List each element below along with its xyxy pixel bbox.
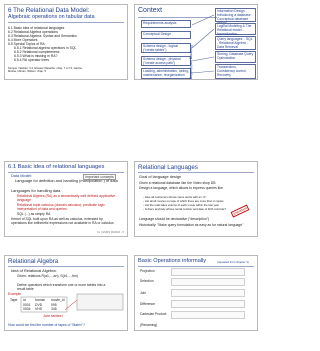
operation-label: Cartesian Product [140,312,167,316]
slide-2-context [134,4,258,80]
table-frame [5,256,129,332]
table-header: format [35,298,45,302]
toc-subitem: 6.5.2 Relational completeness [14,50,60,54]
slide-title: Relational Languages [138,164,198,171]
context-arrows [135,5,259,81]
slide-footer: fm | HS/RS 06/2004 - 5 [97,231,124,234]
slide-references: Kemper / Eickler: 3.4, Elmasri /Navathe: chap. 7.4-7.6, Garcia-Molina, Ullman, Widom: chap. 5 [8,67,83,74]
topic-box: Storing, Database Query Optimization [215,51,256,63]
query-example: - List the total sales volume of each movie within the last year [143,203,220,207]
question: How could we find the number of tapes of "Matrix"? [8,323,85,327]
title-note: (repeated from chapter 3) [217,260,249,264]
slide-1-overview [4,4,128,80]
operation-diagram [171,289,245,297]
table-cell: 095 [51,303,57,307]
bullet: Idea of Relational Algebra: [11,268,57,273]
important-tag: Important concepts [85,175,114,179]
bullet: Languages for handling data [11,188,61,193]
slide-6-basic-operations [134,255,258,331]
phase-box-requirements: Requirements analysis [141,20,191,28]
operation-diagram [171,278,245,286]
phase-box-logical: Schema design - logical ("create tables") [141,43,191,53]
slide-3-basic-idea [4,161,128,237]
operation-diagram [171,268,245,276]
bullet-sub: Given: relations R(a1,...,an), S(b1,...,bm) [17,274,79,278]
phase-box-physical: Schema design - physical ("create access path") [141,56,191,66]
slide-subtitle: Algebraic operations on tabular data [8,14,95,20]
operation-label: Selection [140,279,154,283]
table-cell: 345 [51,307,57,311]
text-line: Given a relational database like the Video shop DB [139,181,216,185]
topic-box: Information Design - Introducing a database - Conceptual database design [215,8,256,22]
query-example: - Is there anybody whose rental number and date of birth coincide? [143,207,226,211]
operation-label: Difference [140,302,155,306]
text-line: Goal of language design [139,174,182,179]
table-cell: DVD [35,303,43,307]
join-note: Join tables! [43,313,63,318]
toc-subitem: 6.5.3 What is missing in RA? [14,54,58,58]
operation-label: Projection [140,269,155,273]
table-cell: 0001 [23,303,31,307]
query-example: - Give all customers whose name starts with an "A" [143,195,207,199]
slide-5-relational-algebra [4,255,128,331]
bullet-sub: SQL (...) as simply RA [17,212,51,216]
bullet: Kernel of SQL built upon RA as well as calculus, extended by operations like arithmetic expressions not available in RA or calculus [11,217,114,226]
toc-subitem: 6.5.4 RA operator trees [14,58,50,62]
toc-item: 6.3 Relational Algebra: Syntax and Semantics [8,34,77,38]
divider [138,266,254,267]
table-name: Tape [10,298,18,302]
table-header: movie_id [51,298,65,302]
topic-box: Logical Modeling & The Relational model - Normalization [215,23,256,35]
bullet: Data Model: [11,173,32,178]
side-label: Designing and Modeling [189,45,193,80]
table-cell: VHS [35,307,42,311]
query-example: - List all all movies on tape of which there are more than 2 copies [143,199,224,203]
bullet-sub: Relational Algebra (RA) as a semantically well defined applicative language [17,194,116,203]
text-line: Design a language, which allows to express queries like [139,186,223,190]
operation-label: (Renaming) [140,323,158,327]
bullet: Language for definition and handling (manipulation ) of data [15,178,118,183]
stamp: Important [231,204,250,217]
toc-item: 6.1 Basic idea of relational languages [8,26,65,30]
slide-title: 6 The Relational Data Model: [8,7,90,14]
slide-title: Context [138,7,163,14]
toc-item: 6.5 Special Topics of RA [8,42,45,46]
divider [8,22,124,23]
table-cell: 0004 [23,307,31,311]
slide-title: Basic Operations informally [138,258,207,264]
slide-title: Relational Algebra [8,258,59,265]
phase-box-administration: Loading, administration, tuning, maintenance, reorganization [141,68,191,79]
bullet-sub: Relational tuple calculus (domain calculus): predicate logic interpretation of data and queries [17,203,105,212]
operation-diagram [171,311,245,319]
phase-box-conceptual: Conceptual Design [141,31,191,39]
operation-diagram [171,300,245,308]
text-line: Language should be declarative ("description") [139,217,210,221]
topic-box: Query languages: - SQL - Relational Algebra - Data Retrieval [215,36,256,50]
toc-subitem: 6.5.1 Relational algebra operators in SQL [14,46,77,50]
slide-4-relational-languages [134,161,258,237]
text-line: Historically: "Make query formulation as easy as for natural language" [139,223,244,227]
operation-label: Join [140,291,147,295]
example-label: Example [8,292,22,296]
divider [138,172,254,173]
topic-box: Transactions, Consistency control, Recovery [215,64,256,79]
toc-item: 6.4 More Operators [8,38,38,42]
toc-item: 6.2 Relational Algebra operations [8,30,58,34]
slide-title: 6.1 Basic idea of relational languages [8,164,105,170]
bullet-sub: Define operators which transform one or more tables into a result table [17,283,106,292]
table-header: id [23,298,26,302]
